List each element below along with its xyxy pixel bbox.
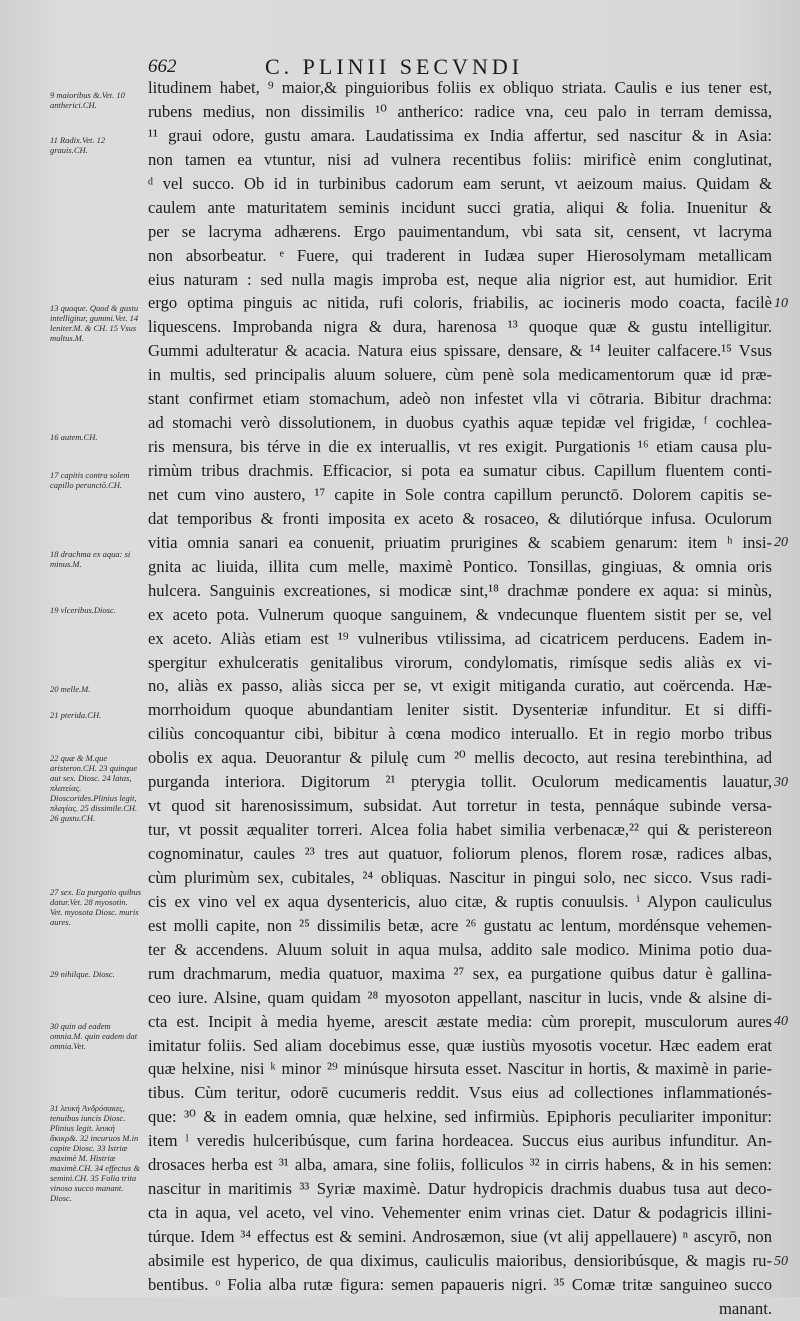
text-line: quæ helxine, nisi ᵏ minor ²⁹ minúsque hirsuta esset. Nascitur in hortis, & maximè in parie- — [148, 1059, 772, 1079]
text-line: ex aceto. Aliàs etiam est ¹⁹ vulneribus vtilissima, ad cicatricem perducens. Eadem in- — [148, 628, 772, 648]
text-line: imitatur foliis. Sed aliam docebimus esse, quæ iustiùs myosotis vocetur. Hæc eadem erat — [148, 1035, 772, 1055]
text-line: ter & accendens. Aluum soluit in aqua mulsa, addito sale modico. Minima potio dua- — [148, 939, 772, 959]
margin-note: 13 quoque. Quod & gustu intelligitur, gummi.Vet. 14 leniter.M. & CH. 15 Vsus multus.M. — [50, 302, 139, 343]
text-line: ᵈ vel succo. Ob id in turbinibus cadorum eam serunt, vt aeizoum maius. Quidam & — [148, 173, 772, 193]
text-line: eius naturam : sed nulla magis improba est, neque alia nigrior est, aut humidior. Erit — [148, 269, 772, 289]
text-line: túrque. Idem ³⁴ effectus est & semini. Androsæmon, siue (vt alij appellauere) ⁿ ascyrō, non — [148, 1227, 772, 1246]
margin-note: 29 nihilque. Diosc. — [50, 968, 115, 979]
text-line: non absorbeatur. ᵉ Fuere, qui traderent in Iudæa super Hierosolymam metallicam — [148, 245, 772, 265]
text-line: hulcera. Sanguinis excreationes, si modicæ sint,¹⁸ drachmæ pondere ex aqua: si minùs, — [148, 580, 772, 600]
text-line: purganda interiora. Digitorum ²¹ pterygia tollit. Oculorum medicamentis lauatur, — [148, 772, 772, 792]
margin-note: 21 pterida.CH. — [50, 709, 102, 720]
margin-note: 9 maioribus &.Vet. 10 antherici.CH. — [50, 89, 125, 110]
text-line: no, aliàs ex passo, aliàs sicca per se, vt exigit mitiganda curatio, aut coërcenda. Hæ- — [148, 676, 772, 696]
text-line: manant. — [719, 1298, 772, 1318]
line-number: 50 — [774, 1253, 788, 1269]
margin-note: 20 melle.M. — [50, 683, 91, 694]
text-line: dat temporibus & fronti imposita ex aceto & rosaceo, & dilutiórque infusa. Oculorum — [148, 508, 772, 528]
text-line: obolis ex aqua. Deuorantur & pilulę cum ²⁰ mellis decocto, aut resina terebinthina, ad — [148, 748, 772, 768]
text-line: caulem ante maturitatem seminis incidunt succi gratia, aliqui & folia. Inuenitur & — [148, 197, 772, 217]
text-line: litudinem habet, ⁹ maior,& pinguioribus foliis ex obliquo striata. Caulis e ius tener est, — [148, 78, 772, 97]
line-number: 40 — [774, 1014, 788, 1030]
margin-note: 16 autem.CH. — [50, 432, 98, 443]
margin-notes-column — [0, 0, 145, 1297]
text-line: tibus. Cùm teritur, odorē cucumeris reddit. Vsus eius ad collectiones inflammationés- — [148, 1083, 772, 1103]
text-line: in multis, sed principalis aluum soluere, cùm penè sola medicamentorum quæ id præ- — [148, 365, 772, 385]
margin-note: 11 Radix.Vet. 12 grauis.CH. — [50, 135, 106, 156]
margin-note: 22 quæ & M.que aristeron.CH. 23 quinque aut sex. Diosc. 24 latas, πλατείας. Dioscorides.Plinius legit, πλαγίας. 25 dissimile.CH. 26 gustu.CH. — [50, 752, 138, 823]
margin-note: 17 capitis contra solem capillo perunctō.CH. — [50, 470, 130, 491]
text-line: cùm plurimùm sex, cubitales, ²⁴ obliquas. Nascitur in pingui solo, nec sicco. Vsus radi- — [148, 867, 772, 887]
text-line: bentibus. ᵒ Folia alba rutæ figura: semen papaueris nigri. ³⁵ Comæ tritæ sanguineo succo — [148, 1274, 772, 1294]
text-line: cta est. Incipit à media hyeme, arescit æstate media: cùm prorepit, musculorum aures — [148, 1011, 772, 1031]
text-line: ceo iure. Alsine, quam quidam ²⁸ myosoton appellant, nascitur in lucis, vnde & alsine di- — [148, 987, 772, 1007]
text-line: non tamen ea vtuntur, nisi ad vulnera recentibus foliis: mirificè enim conglutinat, — [148, 149, 772, 169]
line-number: 10 — [774, 295, 788, 311]
text-line: stant confirmet etiam stomachum, adeò non infestet vlla vi cōtraria. Bibitur drachma: — [148, 389, 772, 409]
text-line: Gummi adulteratur & acacia. Natura eius spissare, densare, & ¹⁴ leuiter calfacere.¹⁵ Vsus — [148, 341, 772, 361]
text-line: net cum vino austero, ¹⁷ capite in Sole contra capillum perunctō. Dolorem capitis se- — [148, 484, 772, 504]
text-line: cta in aqua, vel aceto, vel vino. Vehementer enim vrinas ciet. Datur & podagricis illini- — [148, 1203, 772, 1223]
text-line: spergitur exhulceratis genitalibus virorum, condylomatis, rimísque sedis aliàs ex vi- — [148, 652, 772, 672]
text-line: drosaces herba est ³¹ alba, amara, sine foliis, folliculos ³² in cirris habens, & in his semen: — [148, 1155, 772, 1175]
running-title: C. PLINII SECVNDI — [265, 54, 524, 79]
main-text-column — [148, 76, 772, 1321]
text-line: cis ex vino vel ex aqua dysentericis, aluo citæ, & ruptis conuulsis. ⁱ Alypon cauliculus — [148, 891, 772, 911]
text-line: morrhoidum quoque abundantiam leniter sistit. Dysenteriæ infunditur. Et si diffi- — [148, 700, 772, 720]
text-line: item ˡ veredis hulceribúsque, cum farina hordeacea. Succus eius auribus infunditur. An- — [148, 1131, 772, 1151]
text-line: rubens medius, non dissimilis ¹⁰ antherico: radice vna, ceu palo in terram demissa, — [148, 101, 772, 121]
text-line: cognominatur, caules ²³ tres aut quatuor, foliorum plenos, florem rosæ, radices albas, — [148, 844, 772, 863]
page-number: 662 — [148, 56, 177, 77]
margin-note: 30 quin ad eadem omnia.M. quin eadem dat omnia.Vet. — [50, 1021, 138, 1052]
line-number: 30 — [774, 774, 788, 790]
margin-note: 27 sex. Ea purgatio quibus datur.Vet. 28 myosotin. Vet. myosota Diosc. muris aures. — [50, 887, 142, 928]
text-line: ex aceto pota. Vulnerum quoque sanguinem, & vndecunque fluentem sistit per se, vel — [148, 604, 772, 624]
text-line: est molli capite, non ²⁵ dissimilis betæ, acre ²⁶ gustatu ac lentum, mordénsque vehemen- — [148, 915, 772, 935]
text-line: absimile est hyperico, de qua diximus, cauliculis maioribus, densioribúsque, & magis ru- — [148, 1250, 772, 1270]
margin-note: 19 vlceribus.Diosc. — [50, 604, 116, 615]
text-line: ad stomachi verò dissolutionem, in duobus cyathis aquæ tepidæ vel frigidæ, ᶠ cochlea- — [148, 413, 772, 433]
margin-note: 31 λευκὴ Ἀνδρόσακες, tenuibus iuncis Diosc. Plinius legit. λευκὴ ἄκικρ&. 32 incuruos M.in capite Diosc. 33 Istriæ maximè M. Histriæ maximè.CH. 34 effectus & semini.CH. 35 Folia trita vinoso succo manant. Diosc. — [50, 1102, 140, 1203]
text-line: vitia omnia sanari ea conuenit, priuatim prurigines & scabiem genarum: item ʰ insi- — [148, 532, 772, 552]
text-line: rimùm tribus drachmis. Efficacior, si pota ea sumatur cibus. Capillum fluentem conti- — [148, 461, 772, 480]
text-line: ¹¹ graui odore, gustu amara. Laudatissima ex India affertur, sed nascitur & in Asia: — [148, 125, 772, 145]
text-line: gnita ac liuida, illita cum melle, maximè Pontico. Tonsillas, gingiuas, & omnia oris — [148, 556, 772, 576]
text-line: ergo optima pinguis ac nitida, rufi coloris, friabilis, ac iocineris modo coacta, facilè — [148, 293, 772, 313]
line-number: 20 — [774, 535, 788, 551]
text-line: liquescens. Improbanda nigra & dura, harenosa ¹³ quoque quæ & gustu intelligitur. — [148, 317, 772, 337]
text-line: ciliùs concoquantur cibi, bibitur à cœna modico interuallo. Et in regio morbo tribus — [148, 724, 772, 744]
text-line: rum drachmarum, media quatuor, maxima ²⁷ sex, ea purgatione quibus datur è gallina- — [148, 963, 772, 983]
text-line: que: ³⁰ & in eadem omnia, quæ helxine, sed infirmiùs. Epiphoris peculiariter imponitur: — [148, 1107, 772, 1127]
text-line: vt quod sit harenosissimum, subsidat. Aut torretur in testa, pennáque subinde versa- — [148, 796, 772, 816]
text-line: tur, vt possit æqualiter torreri. Alcea folia habet similia verbenacæ,²² qui & peristereon — [148, 820, 772, 840]
text-line: ris mensura, bis térve in die ex interuallis, vt res exigit. Purgationis ¹⁶ etiam causa plu- — [148, 437, 772, 457]
margin-note: 18 drachma ex aqua: si minus.M. — [50, 549, 131, 570]
text-line: per se lacryma adhærens. Ergo pauimentandum, vbi sata sit, censent, vt lacryma — [148, 221, 772, 241]
text-line: nascitur in maritimis ³³ Syriæ maximè. Datur hydropicis drachmis duabus tusa aut deco- — [148, 1179, 772, 1199]
